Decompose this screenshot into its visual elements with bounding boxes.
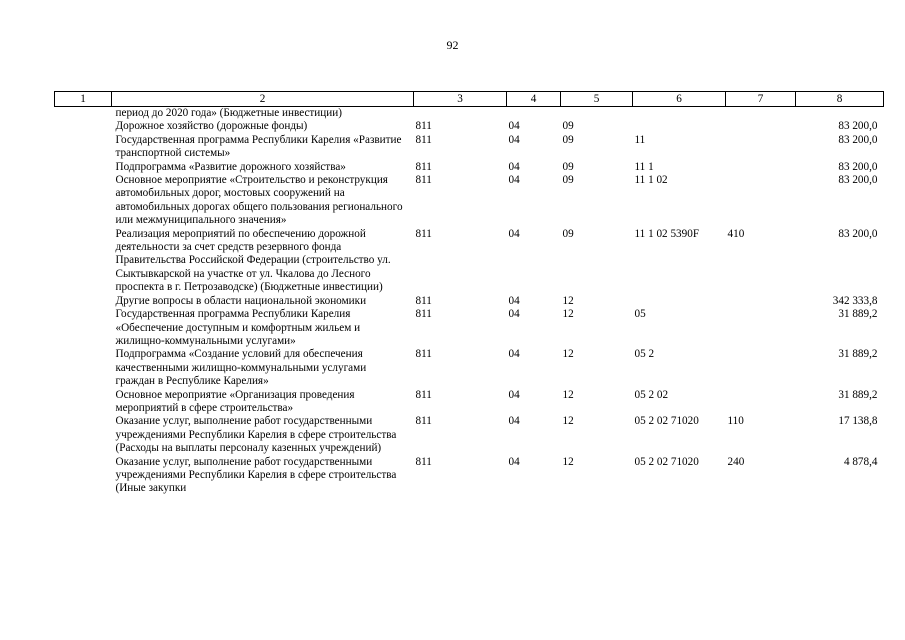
- row-amount: 83 200,0: [838, 133, 878, 146]
- table-row: [55, 308, 884, 348]
- table-row: [55, 228, 884, 295]
- row-name: Подпрограмма «Создание условий для обеспечения качественными жилищно-коммунальными услугами граждан в Республике Карелия»: [115, 348, 367, 388]
- row-admin-code: 811: [415, 120, 432, 133]
- row-name: Дорожное хозяйство (дорожные фонды): [115, 120, 308, 133]
- row-section: 04: [508, 415, 520, 428]
- row-empty-cell: [55, 389, 112, 416]
- table-row: [55, 415, 884, 455]
- row-subsection: 09: [562, 120, 574, 133]
- row-empty-cell: [55, 295, 112, 308]
- row-name: Государственная программа Республики Карелия «Обеспечение доступным и комфортным жильем и жилищно-коммунальными услугами»: [115, 308, 361, 347]
- column-header-6: 6: [633, 92, 726, 107]
- row-amount: 31 889,2: [838, 388, 878, 401]
- row-target-code: [633, 295, 726, 308]
- row-subsection: 12: [562, 415, 574, 428]
- row-subsection: 09: [562, 174, 574, 187]
- row-amount: 83 200,0: [838, 174, 878, 187]
- row-amount: 31 889,2: [838, 348, 878, 361]
- table-body: [55, 107, 884, 496]
- row-admin-code: 811: [415, 160, 432, 173]
- row-empty-cell: [55, 348, 112, 388]
- row-empty-cell: [55, 415, 112, 455]
- row-subsection: 12: [562, 455, 574, 468]
- row-target-code: 11: [634, 133, 646, 146]
- row-empty-cell: [55, 120, 112, 133]
- table-row: [55, 295, 884, 308]
- column-header-5: 5: [561, 92, 633, 107]
- row-amount: 17 138,8: [838, 415, 878, 428]
- row-amount: 31 889,2: [838, 308, 878, 321]
- row-expense-type: 240: [727, 455, 745, 468]
- column-header-1: 1: [55, 92, 112, 107]
- row-subsection: 12: [562, 294, 574, 307]
- row-target-code: 11 1 02 5390F: [634, 227, 700, 240]
- row-admin-code: 811: [415, 308, 432, 321]
- row-expense-type: [726, 134, 796, 161]
- table-row: [55, 456, 884, 496]
- row-admin-code: 811: [415, 227, 432, 240]
- row-subsection: 09: [562, 133, 574, 146]
- row-empty-cell: [55, 161, 112, 174]
- row-expense-type: [726, 161, 796, 174]
- row-expense-type: [726, 120, 796, 133]
- row-subsection: 12: [562, 388, 574, 401]
- row-target-code: 05: [634, 308, 646, 321]
- row-section: 04: [508, 227, 520, 240]
- row-amount: 342 333,8: [832, 294, 878, 307]
- row-expense-type: [726, 308, 796, 348]
- page-number: 92: [446, 38, 459, 52]
- table-row: [55, 161, 884, 174]
- row-section: 04: [508, 348, 520, 361]
- row-expense-type: [726, 295, 796, 308]
- row-target-code: 05 2 02: [634, 388, 669, 401]
- row-expense-type: [726, 107, 796, 121]
- budget-table: [54, 91, 884, 496]
- row-subsection: 12: [562, 308, 574, 321]
- table-row: [55, 120, 884, 133]
- row-name: Основное мероприятие «Строительство и реконструкция автомобильных дорог, мостовых сооружений на автомобильных дорогах общего пользования регионального или межмуниципального значения»: [115, 174, 403, 227]
- row-target-code: [633, 120, 726, 133]
- table-row: [55, 134, 884, 161]
- row-target-code: 11 1: [634, 160, 654, 173]
- row-expense-type: 410: [727, 227, 745, 240]
- row-target-code: [633, 107, 726, 121]
- row-empty-cell: [55, 107, 112, 121]
- column-header-2: 2: [112, 92, 414, 107]
- table-row: [55, 107, 884, 121]
- row-name: Основное мероприятие «Организация проведения мероприятий в сфере строительства»: [115, 388, 355, 414]
- row-target-code: 11 1 02: [634, 174, 668, 187]
- row-target-code: 05 2 02 71020: [634, 455, 699, 468]
- column-header-7: 7: [726, 92, 796, 107]
- table-row: [55, 348, 884, 388]
- row-subsection: 09: [562, 227, 574, 240]
- row-expense-type: [726, 348, 796, 388]
- row-section: 04: [508, 174, 520, 187]
- row-expense-type: [726, 174, 796, 228]
- row-section: 04: [508, 388, 520, 401]
- row-empty-cell: [55, 456, 112, 496]
- row-admin-code: 811: [415, 133, 432, 146]
- row-section: 04: [508, 308, 520, 321]
- row-name: Государственная программа Республики Карелия «Развитие транспортной системы»: [115, 133, 402, 160]
- row-subsection: [561, 107, 633, 121]
- row-admin-code: 811: [415, 174, 432, 187]
- row-section: 04: [508, 455, 520, 468]
- row-admin-code: 811: [415, 415, 432, 428]
- row-subsection: 09: [562, 160, 574, 173]
- row-subsection: 12: [562, 348, 574, 361]
- row-section: 04: [508, 133, 520, 146]
- row-empty-cell: [55, 134, 112, 161]
- row-amount: 4 878,4: [843, 455, 878, 468]
- row-section: [507, 107, 561, 121]
- table-row: [55, 389, 884, 416]
- header-row: [55, 92, 884, 107]
- row-name: Оказание услуг, выполнение работ государственными учреждениями Республики Карелия в сфере строительства (Иные закупки: [115, 455, 397, 495]
- row-amount: 83 200,0: [838, 227, 878, 240]
- row-admin-code: [414, 107, 507, 121]
- row-amount: 83 200,0: [838, 120, 878, 133]
- row-target-code: 05 2: [634, 348, 655, 361]
- row-expense-type: 110: [727, 415, 744, 428]
- row-name: Другие вопросы в области национальной экономики: [115, 294, 367, 307]
- row-admin-code: 811: [415, 348, 432, 361]
- table-row: [55, 174, 884, 228]
- row-section: 04: [508, 160, 520, 173]
- row-empty-cell: [55, 228, 112, 295]
- row-section: 04: [508, 120, 520, 133]
- row-name: Оказание услуг, выполнение работ государственными учреждениями Республики Карелия в сфере строительства (Расходы на выплаты персоналу казенных учреждений): [115, 415, 397, 455]
- row-target-code: 05 2 02 71020: [634, 415, 699, 428]
- row-empty-cell: [55, 308, 112, 348]
- row-name: период до 2020 года» (Бюджетные инвестиции): [115, 107, 342, 119]
- row-name: Подпрограмма «Развитие дорожного хозяйства»: [115, 160, 346, 173]
- row-empty-cell: [55, 174, 112, 228]
- column-header-3: 3: [414, 92, 507, 107]
- row-section: 04: [508, 294, 520, 307]
- row-admin-code: 811: [415, 455, 432, 468]
- row-amount: [796, 107, 884, 121]
- column-header-8: 8: [796, 92, 884, 107]
- row-name: Реализация мероприятий по обеспечению дорожной деятельности за счет средств резервного фонда Правительства Российской Федерации (строительство ул. Сыктывкарской на участке от ул. Чкалова до Лесного проспекта в г. Петрозаводске) (Бюджетные инвестиции): [115, 227, 391, 294]
- column-header-4: 4: [507, 92, 561, 107]
- row-admin-code: 811: [415, 388, 432, 401]
- row-amount: 83 200,0: [838, 160, 878, 173]
- row-admin-code: 811: [415, 294, 432, 307]
- row-expense-type: [726, 389, 796, 416]
